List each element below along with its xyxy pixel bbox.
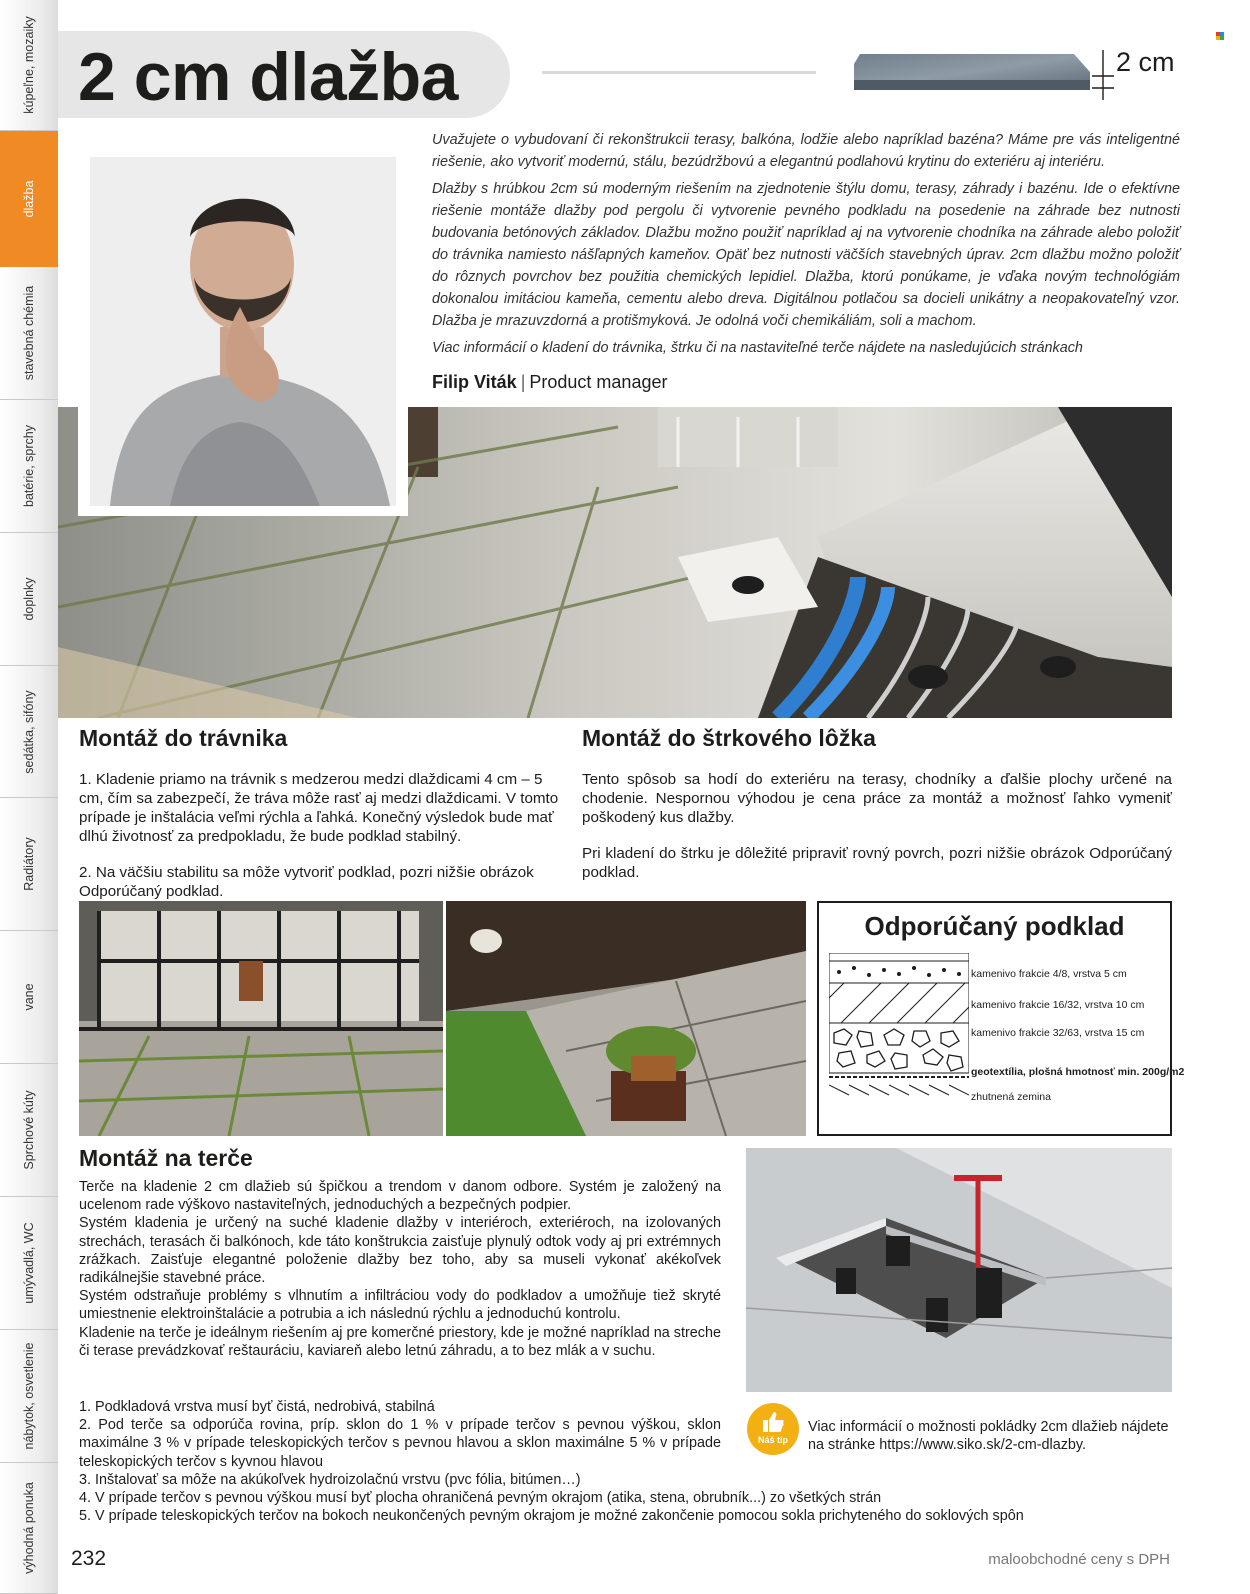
side-tab-building-chemistry[interactable] xyxy=(0,267,58,400)
side-tab-label: doplnky xyxy=(22,577,36,621)
base-layer-label: geotextília, plošná hmotnosť min. 200g/m2 xyxy=(971,1066,1185,1078)
side-tab-faucets-showers[interactable] xyxy=(0,400,58,533)
side-tab-label: batérie, sprchy xyxy=(22,425,36,507)
pedestal-paragraph: Systém odstraňuje problémy s vlhnutím a infiltráciou vody do podkladov a umožňuje tiež skryté umiestnenie elektroinštalácie a potrubia a ich následnú rýchlu a jednoduchú kontrolu. xyxy=(79,1288,721,1323)
pedestal-paragraph: Kladenie na terče je ideálnym riešením aj pre komerčné priestory, kde je možné napríklad na streche či terase prevádzkovať reštauráciu, kaviareň alebo letnú záhradu, a to bez mlák a v suchu. xyxy=(79,1324,721,1359)
gravel-installation-text xyxy=(582,770,1172,899)
side-tab-label: umývadlá, WC xyxy=(22,1222,36,1304)
pedestal-support-photo xyxy=(746,1148,1172,1392)
base-layers-diagram xyxy=(829,953,969,1103)
side-tab-shower-enclosures[interactable] xyxy=(0,1064,58,1197)
requirement-item: 2. Pod terče sa odporúča rovina, príp. sklon do 1 % v prípade terčov s pevnou výškou, sklon maximálne 3 % v prípade teleskopických terčov s pevnou hlavou a sklon maximálne 5 % v prípade teleskopických terčov s kyvnou hlavou xyxy=(79,1417,721,1470)
pedestal-paragraph: Terče na kladenie 2 cm dlažieb sú špičkou a trendom v danom odbore. Systém je založený na ucelenom rade výškovo nastaviteľných, jednoduchých a bezpečných podpier. xyxy=(79,1179,721,1214)
author-separator: | xyxy=(520,372,526,392)
side-tab-seats-siphons[interactable] xyxy=(0,666,58,798)
gravel-installation-heading: Montáž do štrkového lôžka xyxy=(582,725,876,751)
side-tab-label: výhodná ponuka xyxy=(22,1482,36,1574)
tip-text: Viac informácií o možnosti pokládky 2cm dlažieb nájdete na stránke https://www.siko.sk/2-cm-dlazby. xyxy=(808,1419,1169,1453)
base-layer-label: kamenivo frakcie 32/63, vrstva 15 cm xyxy=(971,1027,1145,1039)
thickness-dimension-marker xyxy=(1088,50,1118,100)
gravel-paragraph: Pri kladení do štrku je dôležité pripraviť rovný povrch, pozri nižšie obrázok Odporúčaný podklad. xyxy=(582,845,1172,881)
author-signature xyxy=(432,372,667,393)
side-tab-washbasins-wc[interactable] xyxy=(0,1197,58,1330)
base-layer-label: kamenivo frakcie 16/32, vrstva 10 cm xyxy=(971,999,1145,1011)
lawn-paragraph: 1. Kladenie priamo na trávnik s medzerou medzi dlaždicami 4 cm – 5 cm, čím sa zabezpečí, že tráva môže rasť aj medzi dlaždicami. V tomto prípade je inštalácia veľmi rýchla a ľahká. Konečný výsledok bude mať dlhú životnosť za predpokladu, že bude podklad stabilný. xyxy=(79,771,559,845)
tip-badge-label: Náš tip xyxy=(757,1435,788,1445)
side-tab-special-offer[interactable] xyxy=(0,1463,58,1594)
lawn-installation-heading: Montáž do trávnika xyxy=(79,725,288,751)
page-number: 232 xyxy=(71,1547,107,1570)
side-tab-label: stavebná chémia xyxy=(22,285,36,381)
side-tab-label: Radiátory xyxy=(22,837,36,891)
corner-logo-mark xyxy=(1216,32,1224,40)
side-tab-label: vane xyxy=(22,983,36,1011)
title-divider xyxy=(542,71,816,74)
base-layer-label: kamenivo frakcie 4/8, vrstva 5 cm xyxy=(971,968,1127,980)
side-tab-accessories[interactable] xyxy=(0,533,58,666)
side-tab-tiles[interactable] xyxy=(0,131,58,267)
lawn-installation-text xyxy=(79,770,565,918)
product-manager-portrait xyxy=(90,157,396,506)
garden-tiles-with-bonsai-photo xyxy=(446,901,806,1136)
requirement-item: 1. Podkladová vrstva musí byť čistá, nedrobivá, stabilná xyxy=(79,1399,435,1415)
requirement-item: 3. Inštalovať sa môže na akúkoľvek hydroizolačnú vrstvu (pvc fólia, bitúmen…) xyxy=(79,1471,581,1488)
more-info-text: Viac informácií o kladení do trávnika, štrku či na nastaviteľné terče nájdete na nasledujúcich stránkach xyxy=(432,340,1083,356)
requirement-item: 5. V prípade teleskopických terčov na bokoch neukončených pevným okrajom je možné zakončenie pomocou sokla prichyteného do soklových spôn xyxy=(79,1508,1024,1525)
tile-thickness-illustration xyxy=(854,54,1092,90)
side-tab-label: kúpeľne, mozaiky xyxy=(22,16,36,114)
side-tab-label: nábytok, osvetlenie xyxy=(22,1342,36,1450)
page-title: 2 cm dlažba xyxy=(78,39,458,115)
recommended-base-title: Odporúčaný podklad xyxy=(864,911,1125,941)
side-tab-radiators[interactable] xyxy=(0,798,58,931)
author-role: Product manager xyxy=(529,372,668,392)
glass-pavilion-lawn-tiles-photo xyxy=(79,901,443,1136)
base-layer-label: zhutnená zemina xyxy=(971,1091,1051,1103)
side-tab-label: dlažba xyxy=(22,180,36,217)
pedestal-paragraph: Systém kladenia je určený na suché kladenie dlažby v interiéroch, exteriéroch, na izolovaných strechách, terasách či balkónoch, kde táto konštrukcia zaisťuje plynulý odtok vody aj pri extrémnych zrážkach. Zaisťuje elegantné položenie dlažby bez toho, aby sa museli vykonať akékoľvek radikálnejšie stavebné práce. xyxy=(79,1215,721,1287)
side-tab-label: Sprchové kúty xyxy=(22,1090,36,1170)
side-tab-bathtubs[interactable] xyxy=(0,931,58,1064)
side-navigation xyxy=(0,0,58,1594)
requirement-item: 4. V prípade terčov s pevnou výškou musí byť plocha ohraničená pevným okrajom (atika, stena, obrubník...) zo všetkých strán xyxy=(79,1490,882,1507)
intro-paragraph: Dlažby s hrúbkou 2cm sú moderným riešením na zjednotenie štýlu domu, terasy, záhrady i bazénu. Ide o efektívne riešenie montáže dlažby pod pergolu či vytvorenie pevného podkladu na posedenie na záhrade bez nutnosti budovania betónových základov. Dlažbu možno použiť napríklad aj na vytvorenie chodníka na záhrade alebo položiť do trávnika namiesto nášľapných kameňov. Opäť bez nutnosti väčších stavebných úprav. 2cm dlažbu možno položiť do rôznych povrchov bez použitia chemických lepidiel. Dlažba, ktorú ponúkame, je vďaka novým technológiám dokonalou imitáciou kameňa, cementu alebo dreva. Digitálnou potlačou sa docieli unikátny a neopakovateľný vzor. Dlažba je mrazuvzdorná a protišmyková. Je odolná voči chemikáliám, soli a machom. xyxy=(432,181,1180,329)
tip-badge xyxy=(747,1403,799,1455)
thickness-label: 2 cm xyxy=(1116,47,1175,77)
side-tab-label: sedátka, sifóny xyxy=(22,689,36,774)
intro-text xyxy=(432,129,1180,364)
side-tab-bathrooms[interactable] xyxy=(0,0,58,131)
intro-paragraph: Uvažujete o vybudovaní či rekonštrukcii terasy, balkóna, lodžie alebo napríklad bazéna? Máme pre vás inteligentné riešenie, ako vytvoriť modernú, stálu, bezúdržbovú a elegantnú podlahovú krytinu do exteriéru aj interiéru. xyxy=(432,132,1180,170)
author-name: Filip Viták xyxy=(432,372,517,392)
thumbs-up-icon xyxy=(761,1411,785,1433)
lawn-paragraph: 2. Na väčšiu stabilitu sa môže vytvoriť podklad, pozri nižšie obrázok Odporúčaný podklad. xyxy=(79,864,534,900)
pedestal-installation-text xyxy=(79,1178,721,1360)
side-tab-furniture-lighting[interactable] xyxy=(0,1330,58,1463)
recommended-base-box xyxy=(817,901,1185,1136)
price-note: maloobchodné ceny s DPH xyxy=(988,1551,1170,1568)
pedestal-installation-heading: Montáž na terče xyxy=(79,1145,253,1171)
gravel-paragraph: Tento spôsob sa hodí do exteriéru na terasy, chodníky a ďalšie plochy určené na chodenie. Nespornou výhodou je cena práce za montáž a možnosť ľahko vymeniť poškodený kus dlažby. xyxy=(582,771,1172,826)
